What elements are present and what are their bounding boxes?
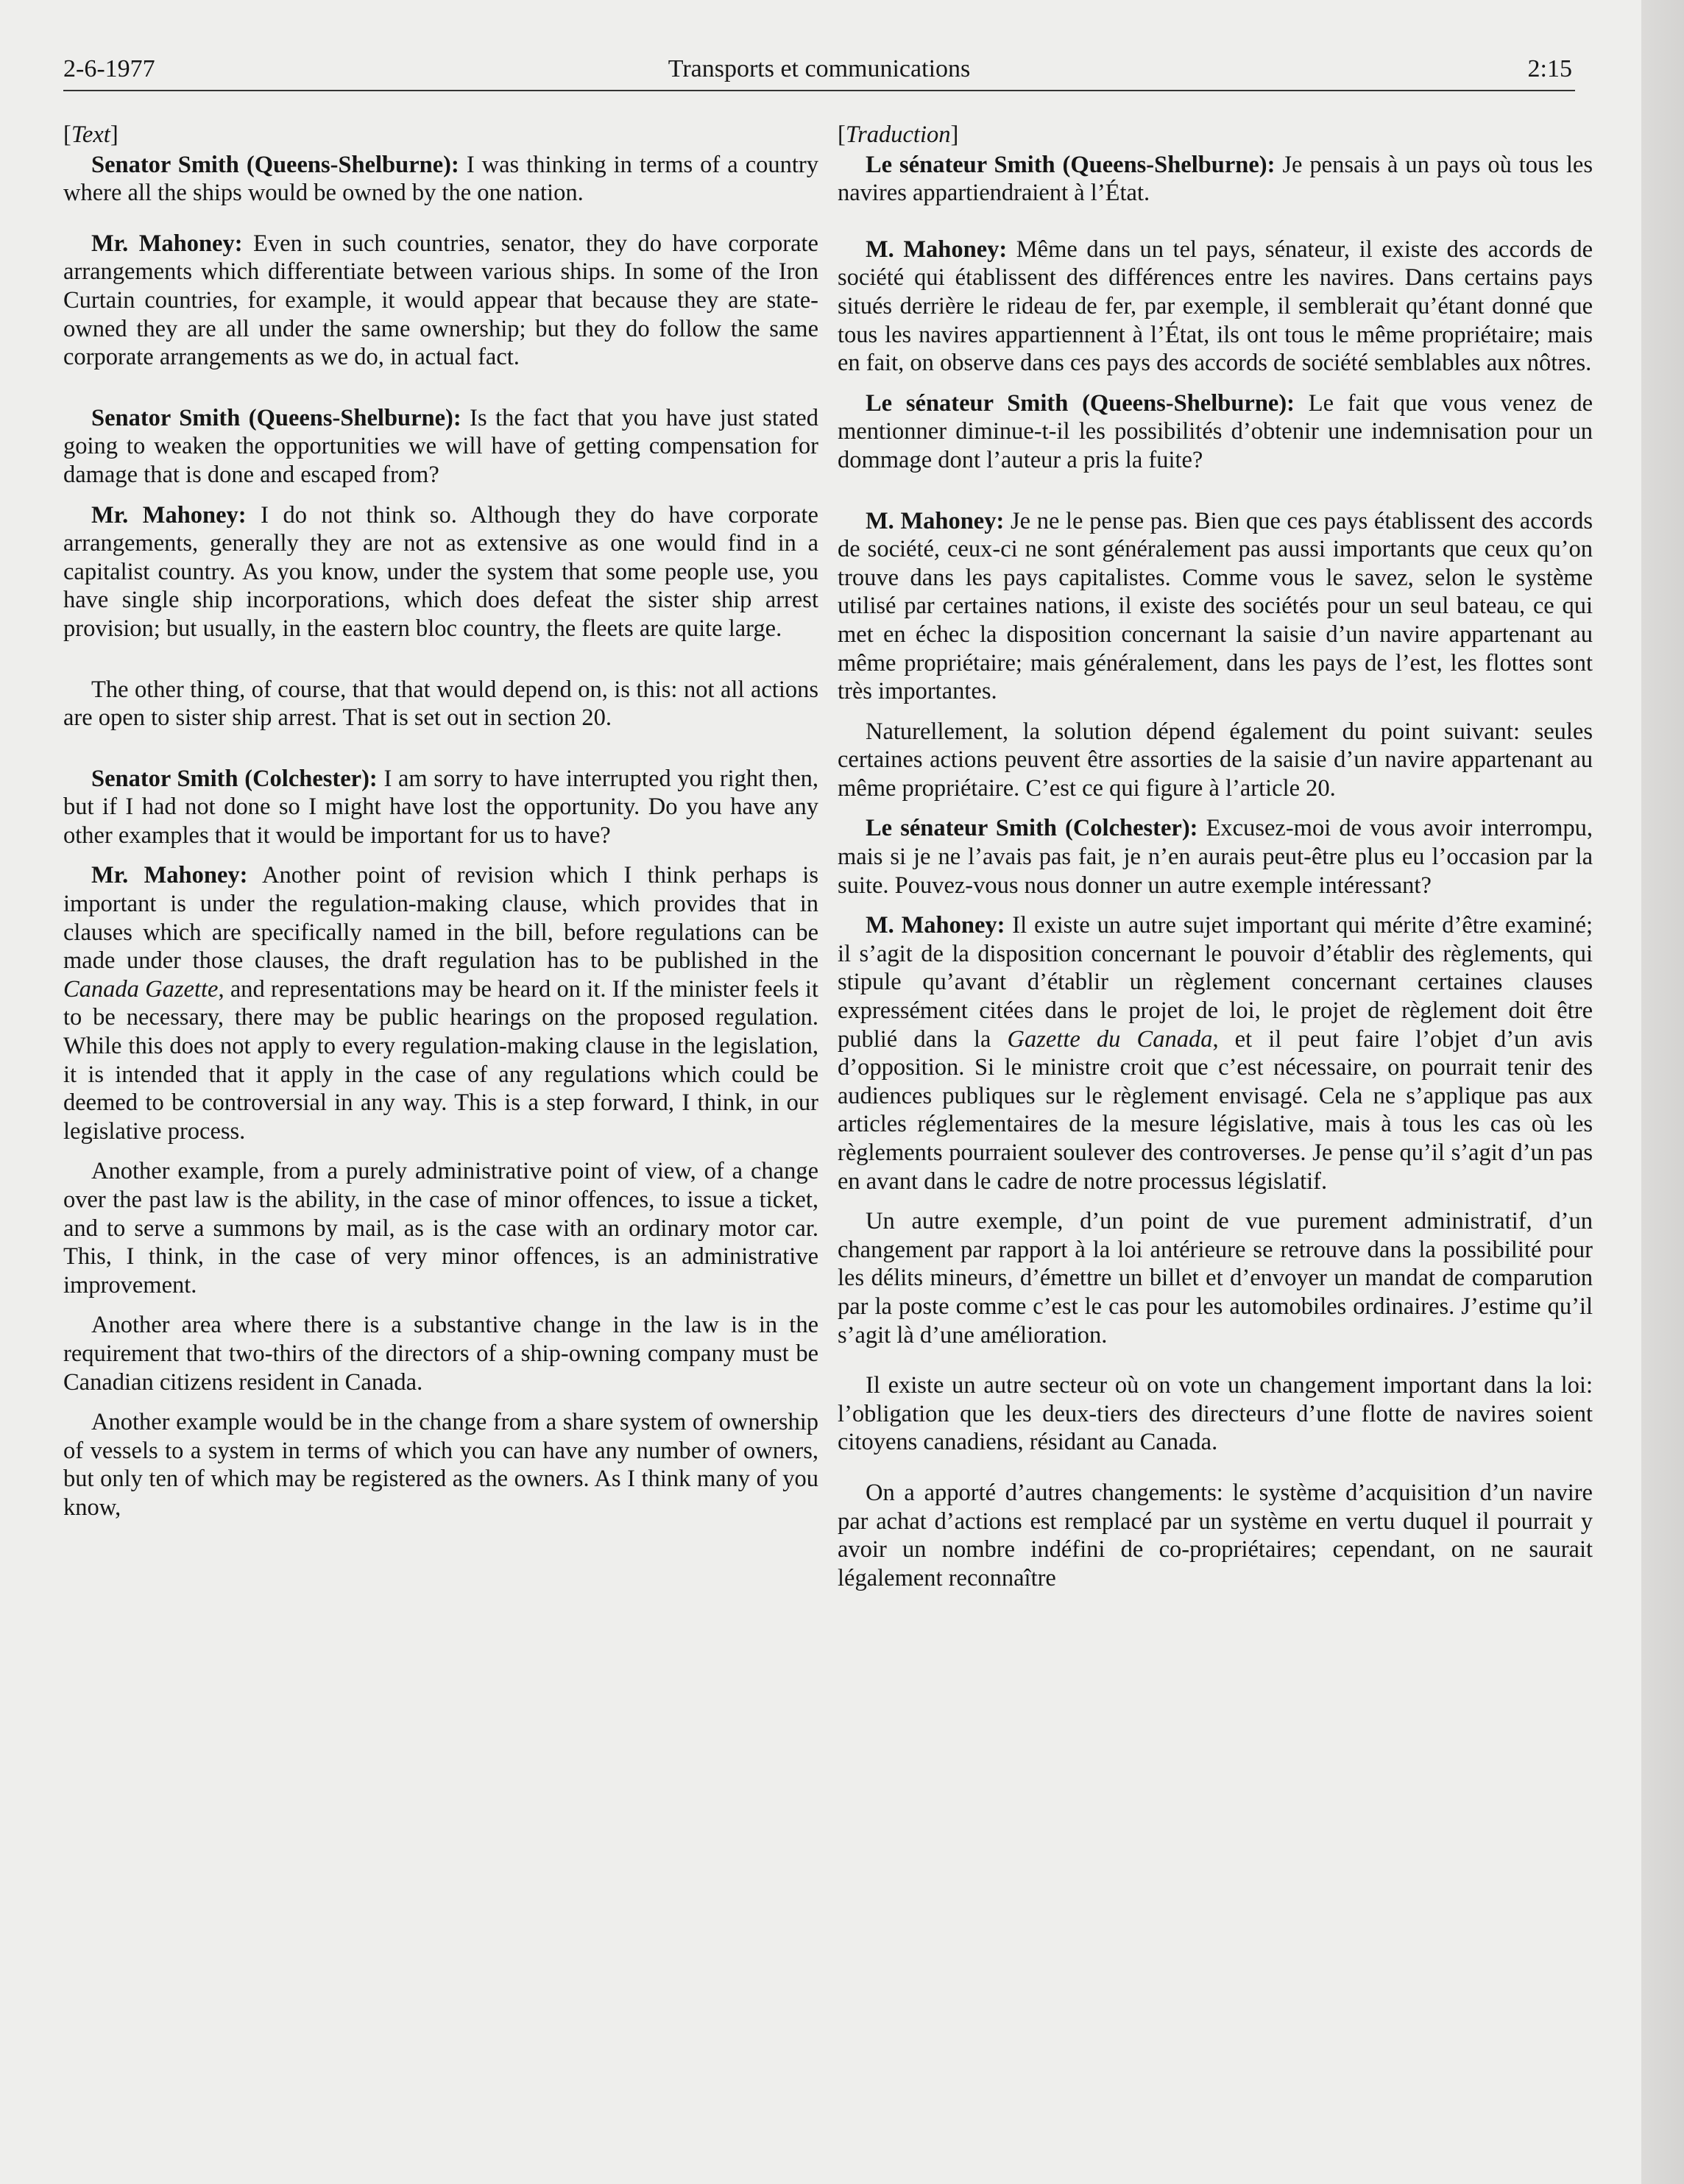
paragraph: M. Mahoney: Même dans un tel pays, sénateur, il existe des accords de société qui établissent des différences entre les navires. Dans certains pays situés derrière le rideau de fer, par exemple, il semblerait qu’étant donné que tous les navires appartiennent à l’État, ils ont tous le même propriétaire; mais en fait, on observe dans ces pays des accords de société semblables aux nôtres. [838, 236, 1593, 377]
speaker-name: Senator Smith (Queens-Shelburne): [91, 404, 461, 431]
page-edge [1641, 0, 1684, 2184]
speaker-name: Le sénateur Smith (Queens-Shelburne): [866, 151, 1276, 178]
paragraph: Another example would be in the change from a share system of ownership of vessels to a system in terms of which you can have any number of owners, but only ten of which may be registered as the owners. As I think many of you know, [63, 1409, 818, 1521]
paragraph: Il existe un autre secteur où on vote un changement important dans la loi: l’obligation que les deux-tiers des directeurs d’une flotte de navires soient citoyens canadiens, résidant au Canada. [838, 1372, 1593, 1456]
header-date: 2-6-1977 [63, 55, 155, 82]
paragraph: Mr. Mahoney: Another point of revision which I think perhaps is important is under the regulation-making clause, which provides that in clauses which are specifically named in the bill, before regulations can be made under those clauses, the draft regulation has to be published in the Canada Gazette, and representations may be heard on it. If the minister feels it to be necessary, there may be public hearings on the proposed regulation. While this does not apply to every regulation-making clause in the legislation, it is intended that it apply in the case of any regulations which could be deemed to be controversial in any way. This is a step forward, I think, in our legislative process. [63, 862, 818, 1145]
speaker-name: Mr. Mahoney: [91, 501, 247, 529]
paragraph: Le sénateur Smith (Colchester): Excusez-moi de vous avoir interrompu, mais si je ne l’avais pas fait, je n’en aurais peut-être plus eu l’occasion par la suite. Pouvez-vous nous donner un autre exemple intéressant? [838, 815, 1593, 899]
header-title: Transports et communications [668, 55, 971, 82]
speaker-name: Senator Smith (Colchester): [91, 765, 378, 792]
paragraph: Un autre exemple, d’un point de vue purement administratif, d’un changement par rapport à la loi antérieure se retrouve dans la possibilité pour les délits mineurs, d’émettre un billet et d’envoyer un mandat de comparution par la poste comme c’est le cas pour les automobiles ordinaires. J’estime qu’il s’agit là d’une amélioration. [838, 1208, 1593, 1349]
speaker-name: Mr. Mahoney: [91, 862, 248, 889]
english-column [63, 121, 818, 1522]
paragraph: Mr. Mahoney: Even in such countries, senator, they do have corporate arrangements which differentiate between various ships. In some of the Iron Curtain countries, for example, it would appear that because they are state-owned they are all under the same ownership; but they do follow the same corporate arrangements as we do, in actual fact. [63, 230, 818, 371]
page-number: 2:15 [1527, 55, 1572, 82]
french-column [838, 121, 1593, 1592]
language-tag: [Text] [63, 121, 118, 148]
paragraph: On a apporté d’autres changements: le système d’acquisition d’un navire par achat d’actions est remplacé par un système en vertu duquel il pourrait y avoir un nombre indéfini de co-propriétaires; cependant, on ne saurait légalement reconnaître [838, 1479, 1593, 1591]
speaker-name: Mr. Mahoney: [91, 230, 243, 257]
paragraph: Senator Smith (Colchester): I am sorry to have interrupted you right then, but if I had not done so I might have lost the opportunity. Do you have any other examples that it would be important for us to have? [63, 765, 819, 849]
paragraph: Another example, from a purely administrative point of view, of a change over the past law is the ability, in the case of minor offences, to issue a ticket, and to serve a summons by mail, as is the case with an ordinary motor car. This, I think, in the case of very minor offences, is an administrative improvement. [63, 1158, 818, 1298]
paragraph: Senator Smith (Queens-Shelburne): Is the fact that you have just stated going to weaken the opportunities we will have of getting compensation for damage that is done and escaped from? [63, 404, 818, 488]
paragraph: Senator Smith (Queens-Shelburne): I was thinking in terms of a country where all the ships would be owned by the one nation. [63, 151, 818, 207]
paragraph: Mr. Mahoney: I do not think so. Although they do have corporate arrangements, generally they are not as extensive as one would find in a capitalist country. As you know, under the system that some people use, you have single ship incorporations, which does defeat the sister ship arrest provision; but usually, in the eastern bloc country, the fleets are quite large. [63, 501, 818, 642]
speaker-name: M. Mahoney: [866, 912, 1005, 939]
paragraph: The other thing, of course, that that would depend on, is this: not all actions are open to sister ship arrest. That is set out in section 20. [63, 676, 818, 732]
speaker-name: M. Mahoney: [866, 236, 1008, 263]
speaker-name: Le sénateur Smith (Queens-Shelburne): [866, 389, 1295, 417]
paragraph: Another area where there is a substantive change in the law is in the requirement that two-thirs of the directors of a ship-owning company must be Canadian citizens resident in Canada. [63, 1312, 818, 1396]
page-header [63, 49, 1575, 91]
paragraph: M. Mahoney: Il existe un autre sujet important qui mérite d’être examiné; il s’agit de la disposition concernant le pouvoir d’établir des règlements, qui stipule qu’avant d’établir un règlement concernant certaines clauses expressément citées dans le projet de loi, le projet de règlement doit être publié dans la Gazette du Canada, et il peut faire l’objet d’un avis d’opposition. Si le ministre croit que c’est nécessaire, on pourrait tenir des audiences publiques sur le règlement envisagé. Cela ne s’applique pas aux articles réglementaires de la mesure législative, mais à tous les cas où les règlements pourraient soulever des controverses. Je pense qu’il s’agit d’un pas en avant dans le cadre de notre processus législatif. [838, 912, 1593, 1195]
paragraph: Le sénateur Smith (Queens-Shelburne): Le fait que vous venez de mentionner diminue-t-il les possibilités d’obtenir une indemnisation pour un dommage dont l’auteur a pris la fuite? [838, 389, 1593, 473]
speaker-name: M. Mahoney: [866, 507, 1005, 534]
speaker-name: Senator Smith (Queens-Shelburne): [91, 151, 459, 178]
paragraph: Naturellement, la solution dépend également du point suivant: seules certaines actions peuvent être assorties de la saisie d’un navire appartenant au même propriétaire. C’est ce qui figure à l’article 20. [838, 718, 1593, 802]
paragraph: Le sénateur Smith (Queens-Shelburne): Je pensais à un pays où tous les navires appartiendraient à l’État. [838, 151, 1593, 207]
paragraph: M. Mahoney: Je ne le pense pas. Bien que ces pays établissent des accords de société, ceux-ci ne sont généralement pas aussi importants que ceux qu’on trouve dans les pays capitalistes. Comme vous le savez, selon le système utilisé par certaines nations, il existe des sociétés pour un seul bateau, ce qui met en échec la disposition concernant la saisie d’un navire appartenant au même propriétaire; mais généralement, dans les pays de l’est, les flottes sont très importantes. [838, 507, 1593, 705]
language-tag: [Traduction] [838, 121, 959, 148]
speaker-name: Le sénateur Smith (Colchester): [866, 815, 1198, 842]
